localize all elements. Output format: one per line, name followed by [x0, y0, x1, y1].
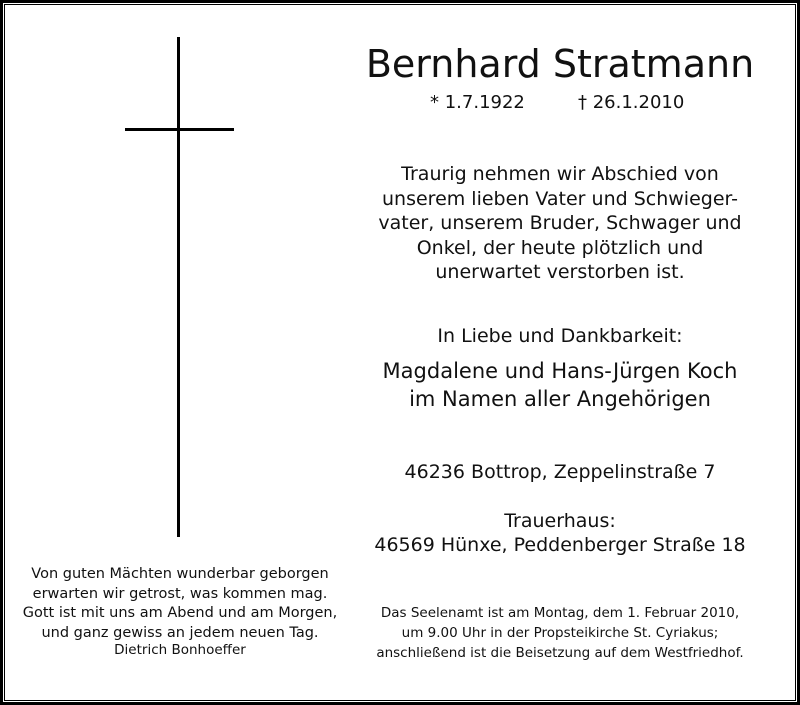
deceased-name: Bernhard Stratmann [365, 42, 755, 86]
mourning-house [340, 509, 780, 557]
family [340, 357, 780, 413]
service-line: anschließend ist die Beisetzung auf dem Westfriedhof. [376, 645, 744, 661]
birth-date: * 1.7.1922 [430, 92, 525, 113]
verse-line: Von guten Mächten wunderbar geborgen [31, 566, 329, 582]
verse [20, 565, 340, 643]
message-line: Onkel, der heute plötzlich und [416, 236, 704, 259]
family-line: im Namen aller Angehörigen [409, 387, 711, 411]
verse-line: und ganz gewiss an jedem neuen Tag. [41, 624, 319, 641]
service-info [340, 603, 780, 663]
death-date: † 26.1.2010 [578, 92, 685, 113]
message-line: unserem lieben Vater und Schwieger- [382, 187, 738, 210]
love-line: In Liebe und Dankbarkeit: [437, 325, 683, 347]
cross-icon [177, 37, 180, 537]
mourning-house-label: Trauerhaus: [504, 510, 616, 532]
service-line: um 9.00 Uhr in der Propsteikirche St. Cyriakus; [401, 625, 719, 641]
verse-line: Gott ist mit uns am Abend und am Morgen, [22, 605, 338, 621]
message-line: Traurig nehmen wir Abschied von [401, 163, 719, 185]
verse-line: erwarten wir getrost, was kommen mag. [32, 585, 328, 602]
verse-author: Dietrich Bonhoeffer [114, 642, 246, 658]
address: 46236 Bottrop, Zeppelinstraße 7 [404, 461, 716, 483]
cross-icon-bar [125, 128, 234, 131]
family-line: Magdalene und Hans-Jürgen Koch [382, 359, 738, 383]
message-line: unerwartet verstorben ist. [435, 261, 685, 283]
mourning-house-address: 46569 Hünxe, Peddenberger Straße 18 [374, 534, 746, 556]
service-line: Das Seelenamt ist am Montag, dem 1. Februar 2010, [380, 605, 740, 621]
message-line: vater, unserem Bruder, Schwager und [378, 212, 742, 234]
message [340, 162, 780, 285]
